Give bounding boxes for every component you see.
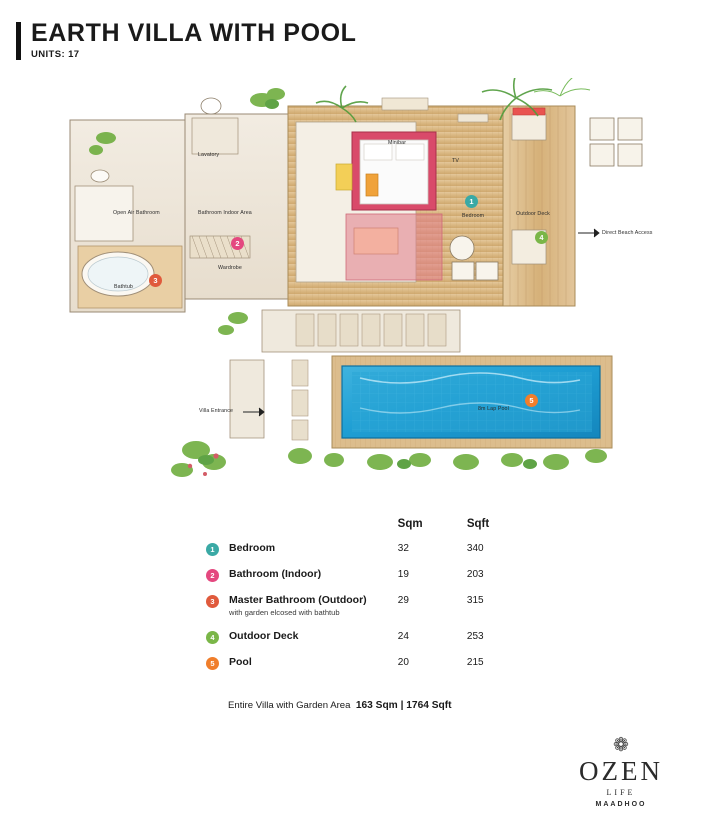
- plan-label-wardrobe: Wardrobe: [218, 265, 242, 271]
- plan-marker-4-outdoor-deck[interactable]: 4: [535, 231, 548, 244]
- plan-label-direct-beach-access: Direct Beach Access: [602, 230, 653, 236]
- legend-name-text: Outdoor Deck: [229, 629, 299, 642]
- legend-dot-1: 1: [206, 543, 219, 556]
- units-count: UNITS: 17: [31, 49, 80, 61]
- brand-logo: [561, 736, 681, 808]
- legend-sqm-outdoor-deck: 24: [397, 630, 409, 642]
- legend-sqm-pool: 20: [397, 656, 409, 668]
- legend-header-sqft: Sqft: [466, 518, 490, 530]
- legend-dot-5: 5: [206, 657, 219, 670]
- header-text: [31, 20, 357, 60]
- brand-sub: LIFE: [606, 788, 636, 797]
- legend-name-text: Master Bathroom (Outdoor): [229, 594, 367, 606]
- plan-label-tv: TV: [452, 158, 459, 164]
- legend-row-pool: [206, 656, 536, 670]
- legend-label-bathroom-indoor: [219, 568, 398, 581]
- legend-label-outdoor-deck: [219, 630, 398, 643]
- legend-header-row: [206, 518, 536, 530]
- legend-dot-2: 2: [206, 569, 219, 582]
- plan-marker-3-master-bathroom[interactable]: 3: [149, 274, 162, 287]
- legend-sqm-master-bathroom: 29: [397, 595, 409, 606]
- plan-marker-5-pool[interactable]: 5: [525, 394, 538, 407]
- legend-header-space: [206, 518, 398, 530]
- total-area: [228, 700, 452, 711]
- legend-label-master-bathroom: [219, 594, 398, 618]
- legend-dot-3: 3: [206, 595, 219, 608]
- plan-label-open-air-bathroom: Open Air Bathroom: [113, 210, 160, 216]
- legend-row-master-bathroom: [206, 594, 536, 618]
- plan-label-minibar: Minibar: [388, 140, 407, 146]
- legend-sqft-pool: 215: [466, 656, 484, 668]
- legend-sqft-master-bathroom: 315: [466, 595, 484, 606]
- legend-header-sqm: Sqm: [397, 518, 423, 530]
- legend-name-text: Bedroom: [229, 542, 276, 554]
- legend-label-pool: [219, 656, 398, 669]
- legend-name-text: Pool: [229, 655, 252, 668]
- legend-name-text: Bathroom (Indoor): [229, 568, 322, 580]
- plan-marker-1-bedroom[interactable]: 1: [465, 195, 478, 208]
- legend-row-bathroom-indoor: [206, 568, 536, 582]
- plan-label-bathtub: Bathtub: [114, 284, 133, 290]
- brand-location: MAADHOO: [595, 801, 647, 808]
- plan-marker-2-bathroom-indoor[interactable]: 2: [231, 237, 244, 250]
- area-legend: [206, 518, 536, 682]
- legend-sub-text: with garden elcosed with bathtub: [229, 608, 340, 618]
- legend-dot-4: 4: [206, 631, 219, 644]
- plan-label-villa-entrance: Villa Entrance: [199, 408, 233, 414]
- palm-leaf-icon: ❁: [613, 735, 629, 756]
- plan-label-outdoor-deck: Outdoor Deck: [516, 211, 550, 217]
- legend-sqm-bathroom-indoor: 19: [397, 569, 409, 580]
- plan-label-lap-pool: 8m Lap Pool: [478, 406, 509, 412]
- legend-label-bedroom: [219, 542, 398, 555]
- legend-row-bedroom: [206, 542, 536, 556]
- brand-name: OZEN: [579, 756, 663, 786]
- plan-label-lavatory: Lavatory: [198, 152, 220, 158]
- legend-sqm-bedroom: 32: [397, 543, 409, 554]
- plan-label-bathroom-indoor-area: Bathroom Indoor Area: [198, 210, 252, 216]
- total-area-label: Entire Villa with Garden Area: [228, 700, 351, 711]
- legend-sqft-bathroom-indoor: 203: [466, 569, 484, 580]
- page-title: EARTH VILLA WITH POOL: [31, 19, 357, 47]
- floorplan: [0, 78, 705, 498]
- total-area-value: 163 Sqm | 1764 Sqft: [355, 700, 452, 711]
- header-accent-bar: [16, 22, 21, 60]
- legend-sqft-outdoor-deck: 253: [466, 630, 484, 642]
- floorplan-drawing: [0, 78, 705, 498]
- legend-row-outdoor-deck: [206, 630, 536, 644]
- page-header: [16, 20, 357, 60]
- legend-sqft-bedroom: 340: [466, 543, 484, 554]
- plan-label-bedroom: Bedroom: [462, 213, 485, 219]
